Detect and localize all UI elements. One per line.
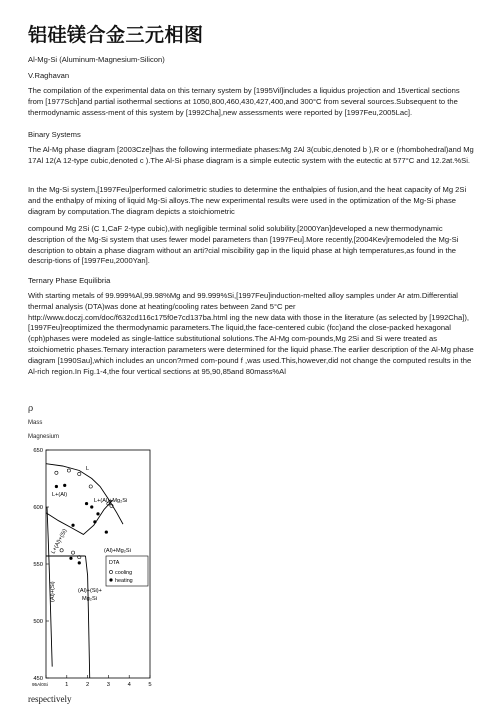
x-tick-label: 95Al0Si xyxy=(32,682,48,687)
y-tick-label: 550 xyxy=(33,562,43,568)
cooling-point xyxy=(78,472,81,475)
ternary-paragraph-1: With starting metals of 99.999%Al,99.98%Mg and 99.999%Si,[1997Feu]induction-melted alloy samples under Ar atm.Differential thermal analysis (DTA)was done at heating/cooling rates between 2and 5°C per http://www.doczj.com/doc/f632cd116c175f0e7cd137ba.html ing the new data with those in the literature (as selected by [1992Cha]),[1997Feu]reoptimized the thermodynamic parameters.The liquid,the face-centered cubic (fcc)and the close-packed hexagonal (cph)phases were modeled as single-lattice substitutional solutions.The Al-Mg com-pounds,Mg 2Si and Si were treated as stoichiometric phases.Ternary interaction parameters were determined for the liquid phase.The earlier description of the Al-Mg phase diagram [1990Sau],which includes an uncon?rmed com-pound f ,was used.This,however,did not change the computed results in the Al-rich region.In Fig.1-4,the four vertical sections at 95,90,85and 80mass%Al xyxy=(28,291,474,376)
subtitle: Al-Mg-Si (Aluminum-Magnesium-Silicon) xyxy=(28,55,165,64)
phase-diagram-figure xyxy=(20,442,160,692)
cooling-point xyxy=(67,469,70,472)
heating-point xyxy=(63,484,66,487)
region-l-al-si: L+(Al)+(Si) xyxy=(50,528,69,555)
x-tick-label: 2 xyxy=(85,682,90,688)
y-tick-label: 450 xyxy=(33,676,43,682)
heading-binary: Binary Systems xyxy=(28,130,81,139)
region-l-al: L+(Al) xyxy=(52,492,68,498)
x-tick-label: 3 xyxy=(106,682,111,688)
legend-cooling-label: cooling xyxy=(115,570,133,576)
cooling-point xyxy=(71,551,74,554)
cooling-point xyxy=(89,485,92,488)
x-tick-label: 4 xyxy=(127,682,131,688)
eutectic-valley-curve xyxy=(46,500,113,534)
heating-point xyxy=(71,524,74,527)
region-al-si-mg2si-2: Mg₂Si xyxy=(82,596,97,602)
binary-paragraph-1: The Al-Mg phase diagram [2003Cze]has the following intermediate phases:Mg 2Al 3(cubic,denoted b ),R or e (rhombohedral)and Mg 17Al 12(A 12-type cubic,denoted c ).The Al-Si phase diagram is a simple eutectic system with the eutectic at 577°C and 12.2at.%Si. xyxy=(28,145,474,165)
binary-paragraph-3: compound Mg 2Si (C 1,CaF 2-type cubic),with negligible terminal solid solubility.[2000Yan]developed a new thermodynamic description of the Mg-Si system that uses fewer model parameters than [1997Feu].More recently,[2004Kev]remodeled the Mg-Si description to obtain a phase diagram without an arti?cial miscibility gap in the liquid phase at high temperatures,as found in the descrip-tions of [1997Feu,2000Yan]. xyxy=(28,224,459,266)
y-tick-label: 500 xyxy=(33,619,43,625)
rho-glyph: ρ xyxy=(28,404,34,414)
region-al-si: (Al)+(Si) xyxy=(50,581,56,602)
intro-paragraph: The compilation of the experimental data on this ternary system by [1995Vil]includes a liquidus projection and 15vertical sections from [1977Sch]and partial isothermal sections at 1050,800,460,430,427,400,and 300°C from several sources.Subsequent to the thermodynamic assess-ment of this system by [1992Cha],new assessments were reported by [1997Feu,2005Lac]. xyxy=(28,86,460,117)
legend-title: DTA xyxy=(109,560,120,566)
heating-point xyxy=(78,561,81,564)
heading-ternary: Ternary Phase Equilibria xyxy=(28,276,111,285)
binary-paragraph-2: In the Mg-Si system,[1997Feu]performed calorimetric studies to determine the enthalpies of fusion,and the heat capacity of Mg 2Si and the enthalpy of mixing of liquid Mg-Si alloys.The new experimental results were used in the optimization of the Mg-Si phase diagram by computation.The diagram depicts a stoichiometric xyxy=(28,185,467,216)
legend-heating-marker xyxy=(109,578,112,581)
heating-point xyxy=(69,557,72,560)
heating-point xyxy=(96,512,99,515)
vertical-boundary xyxy=(86,556,90,678)
x-tick-label: 1 xyxy=(65,682,69,688)
heating-point xyxy=(90,505,93,508)
y-tick-label: 650 xyxy=(33,448,43,454)
heating-point xyxy=(55,485,58,488)
label-mass: Mass xyxy=(28,420,43,426)
region-l-al-mg2si: L+(Al)+Mg₂Si xyxy=(94,498,128,504)
legend-heating-label: heating xyxy=(115,578,133,584)
dta-legend xyxy=(106,556,148,586)
y-tick-label: 600 xyxy=(33,505,43,511)
label-magnesium: Magnesium xyxy=(28,434,60,440)
heating-point xyxy=(93,520,96,523)
region-al-si-mg2si-1: (Al)+(Si)+ xyxy=(78,588,102,594)
cooling-point xyxy=(60,549,63,552)
author: V.Raghavan xyxy=(28,71,70,80)
heating-point xyxy=(105,530,108,533)
cooling-point xyxy=(55,471,58,474)
footer-text: respectively xyxy=(28,694,72,704)
x-tick-label: 5 xyxy=(148,682,152,688)
heating-point xyxy=(85,502,88,505)
page-title: 铝硅镁合金三元相图 xyxy=(28,24,204,46)
region-al-mg2si: (Al)+Mg₂Si xyxy=(104,548,131,554)
region-l: L xyxy=(86,466,90,472)
